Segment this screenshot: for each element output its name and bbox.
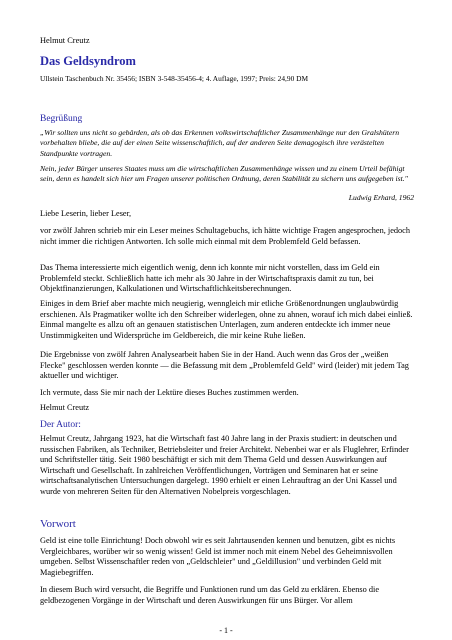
greeting-paragraph-1: vor zwölf Jahren schrieb mir ein Leser meines Schultagebuchs, ich hätte wichtige Fragen angesprochen, jedoch nicht immer die richtigen Antworten. Ich solle mich einmal mit dem Problemfeld Geld befassen. [40,226,411,246]
preface-paragraph-1: Geld ist eine tolle Einrichtung! Doch obwohl wir es seit Jahrtausenden kennen und benutzen, gibt es nichts Vergleichbares, worüber wir so wenig wissen! Geld ist immer noch mit einem Nebel des Geheimnisvollen umgeben. Selbst Wissenschaftler reden von „Geldschleier" und „Geldillusion" und verbinden Geld mit Magiebegriffen. [40,536,396,577]
author-name: Helmut Creutz [40,36,90,45]
greeting-paragraph-4: Die Ergebnisse von zwölf Jahren Analysearbeit haben Sie in der Hand. Auch wenn das Gros der „weißen Flecke" geschlossen werden konnte — die Befassung mit dem „Problemfeld Geld" wird (leider) mit jedem Tag aktueller und wichtiger. [40,350,409,381]
greeting-heading: Begrüßung [40,114,83,124]
salutation: Liebe Leserin, lieber Leser, [40,209,132,218]
preface-heading: Vorwort [40,518,76,530]
quote-paragraph-2: Nein, jeder Bürger unseres Staates muss um die wirtschaftlichen Zusammenhänge wissen und zu einem Urteil befähigt sein, denn es handelt sich hier um Fragen unserer politischen Ordnung, deren Stabilität zu sichern uns aufgegeben ist." [40,164,408,184]
author-section-heading: Der Autor: [40,420,81,430]
author-bio: Helmut Creutz, Jahrgang 1923, hat die Wirtschaft fast 40 Jahre lang in der Praxis studiert: in deutschen und russischen Fabriken, als Techniker, Betriebsleiter und freier Architekt. Nebenbei war er als Fluglehrer, Erfinder und Schriftsteller tätig. Seit 1980 beschäftigt er sich mit dem Thema Geld und dessen Auswirkungen auf Wirtschaft und Gesellschaft. In zahlreichen Veröffentlichungen, Vorträgen und Seminaren hat er seine wirtschaftsanalytischen Untersuchungen dargelegt. 1990 erhielt er einen Lehrauftrag an der Uni Kassel und wurde von mehreren Seiten für den Alternativen Nobelpreis vorgeschlagen. [40,434,409,496]
preface-paragraph-2: In diesem Buch wird versucht, die Begriffe und Funktionen rund um das Geld zu erklären. Ebenso die geldbezogenen Vorgänge in der Wirtschaft und deren Auswirkungen für uns Bürger. Vor allem [40,585,380,605]
page-number: - 1 - [219,626,233,635]
quote-signature: Ludwig Erhard, 1962 [348,193,414,202]
book-title: Das Geldsyndrom [40,54,136,68]
greeting-paragraph-2: Das Thema interessierte mich eigentlich wenig, denn ich konnte mir nicht vorstellen, dass im Geld ein Problemfeld steckt. Schließlich hatte ich mehr als 30 Jahre in der Wirtschaftspraxis damit zu tun, bei Objektfinanzierungen, Kalkulationen und Wirtschaftlichkeitsberechnungen. [40,263,380,294]
greeting-closing: Helmut Creutz [40,403,90,412]
publication-info: Ullstein Taschenbuch Nr. 35456; ISBN 3-548-35456-4; 4. Auflage, 1997; Preis: 24,90 DM [40,74,309,83]
greeting-paragraph-5: Ich vermute, dass Sie mir nach der Lektüre dieses Buches zustimmen werden. [40,388,299,397]
quote-paragraph-1: „Wir sollten uns nicht so gebärden, als ob das Erkennen volkswirtschaftlicher Zusammenhänge nur den Gralshütern vorbehalten bliebe, die auf der einen Seite wissenschaftlich, auf der anderen Seite demagogisch ihre verästelten Standpunkte vortragen. [40,128,400,158]
greeting-paragraph-3: Einiges in dem Brief aber machte mich neugierig, wenngleich mir etliche Größenordnungen unglaubwürdig erschienen. Als Pragmatiker wollte ich den Schreiber widerlegen, ohne zu ahnen, worauf ich mich dabei einließ. Einmal mangelte es allzu oft an genauen statistischen Unterlagen, zum anderen entdeckte ich immer neue Unstimmigkeiten und Widersprüche im Geldbereich, die mir keine Ruhe ließen. [40,299,413,340]
